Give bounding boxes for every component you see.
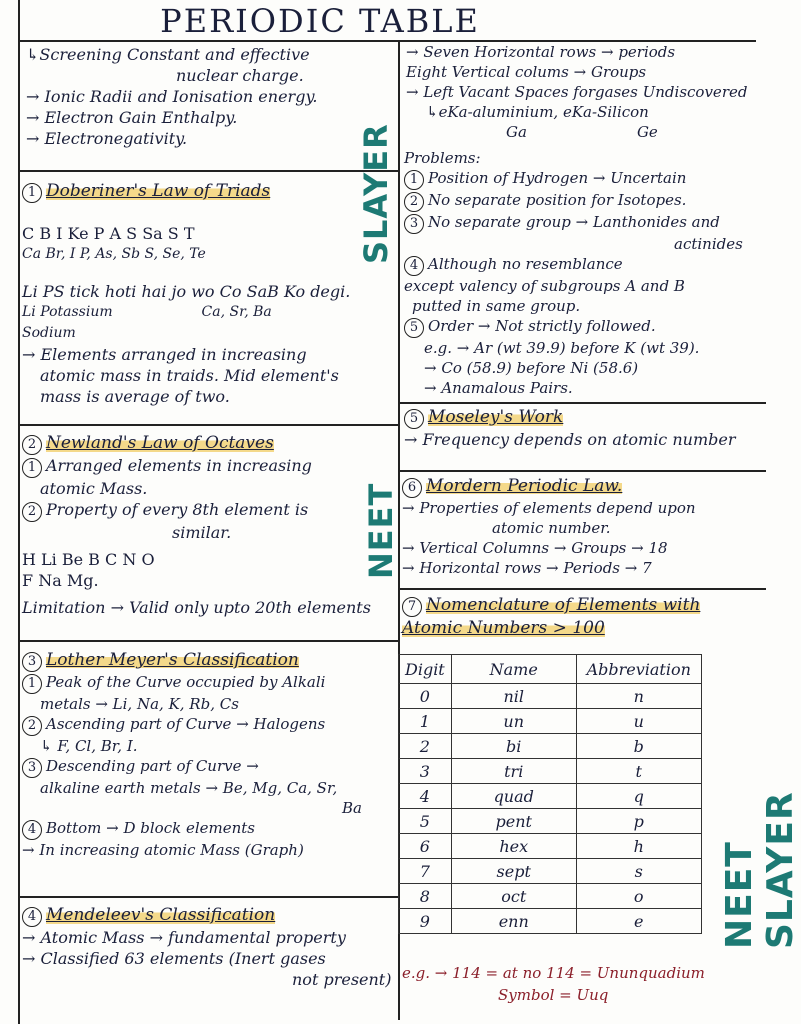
divider (398, 470, 766, 472)
problems-section (404, 148, 743, 398)
column-header: Abbreviation (576, 655, 701, 684)
table-cell: 1 (399, 709, 452, 734)
watermark-text: SLAYER (357, 123, 395, 264)
table-cell: 3 (399, 759, 452, 784)
section-heading: Nomenclature of Elements with (426, 595, 701, 615)
table-row (399, 859, 702, 884)
newland-section: 2 Newland's Law of Octaves 1 Arranged elements in increasing atomic Mass. 2 Property of every 8th element is similar. H Li Be B C N O F Na Mg. Limitation → Valid only upto 20th elements (22, 433, 371, 617)
divider (18, 0, 20, 1024)
list-item: → Atomic Mass → fundamental property (22, 928, 346, 947)
note: atomic mass in traids. Mid element's (40, 366, 339, 385)
nomenclature-table (398, 654, 702, 934)
table-cell: 2 (399, 734, 452, 759)
table-cell: 9 (399, 909, 452, 934)
list-item: 5 Order → Not strictly followed. (404, 316, 743, 338)
list-item: → Electron Gain Enthalpy. (26, 108, 238, 127)
table-cell: p (576, 809, 701, 834)
list-item: e.g. → Ar (wt 39.9) before K (wt 39). (424, 339, 700, 357)
list-item: nuclear charge. (176, 66, 304, 85)
list-item: → Properties of elements depend upon (402, 499, 696, 517)
divider (18, 896, 398, 898)
note: → Elements arranged in increasing (22, 345, 307, 364)
mnemonic-sub: Ca, Sr, Ba (201, 304, 272, 320)
table-cell: un (451, 709, 576, 734)
list-item: → Seven Horizontal rows → periods (406, 43, 676, 61)
divider (18, 424, 398, 426)
table-cell: hex (451, 834, 576, 859)
table-cell: u (576, 709, 701, 734)
table-row (399, 759, 702, 784)
table-row (399, 884, 702, 909)
list-item: → Frequency depends on atomic number (404, 430, 736, 449)
table-cell: 7 (399, 859, 452, 884)
divider (398, 402, 766, 404)
list-item: 4 Although no resemblance (404, 254, 743, 276)
table-cell: enn (451, 909, 576, 934)
list-item: putted in same group. (412, 297, 581, 315)
list-item: → Electronegativity. (26, 129, 188, 148)
list-item: → Anamalous Pairs. (424, 379, 573, 397)
moseley-section: 5 Moseley's Work → Frequency depends on atomic number (404, 407, 736, 449)
note: mass is average of two. (40, 387, 230, 406)
table-cell: n (576, 684, 701, 709)
list-item: ↳Screening Constant and effective (26, 45, 310, 64)
watermark-text: NEET SLAYER (719, 791, 801, 949)
table-cell: 8 (399, 884, 452, 909)
table-row (399, 909, 702, 934)
mnemonic: Li PS tick hoti hai jo wo Co SaB Ko degi. (22, 282, 351, 301)
list-item: alkaline earth metals → Be, Mg, Ca, Sr, (40, 779, 338, 797)
nomenclature-section: 7 Nomenclature of Elements with Atomic Numbers > 100 (402, 595, 701, 638)
list-item: 1 Position of Hydrogen → Uncertain (404, 168, 743, 190)
table-cell: t (576, 759, 701, 784)
intro-section (26, 44, 317, 149)
table-cell: q (576, 784, 701, 809)
list-item: 2 Ascending part of Curve → Halogens (22, 714, 362, 736)
nomenclature-example: e.g. → 114 = at no 114 = Ununquadium Symbol = Uuq (402, 964, 705, 1004)
table-row (399, 734, 702, 759)
list-item: → Horizontal rows → Periods → 7 (402, 559, 652, 577)
list-item: 3 Descending part of Curve → (22, 756, 362, 778)
problems-label: Problems: (404, 149, 481, 167)
section-heading: Mendeleev's Classification (46, 905, 276, 925)
table-row (399, 834, 702, 859)
list-item: 3 No separate group → Lanthonides and (404, 212, 743, 234)
modern-section: 6 Mordern Periodic Law. → Properties of elements depend upon atomic number. → Vertical Columns → Groups → 18 → Horizontal rows → Periods → 7 (402, 476, 696, 577)
table-row (399, 709, 702, 734)
section-heading: Lother Meyer's Classification (46, 650, 299, 670)
list-item: atomic Mass. (40, 479, 148, 498)
table-cell: nil (451, 684, 576, 709)
table-cell: e (576, 909, 701, 934)
list-item: → Vertical Columns → Groups → 18 (402, 539, 668, 557)
table-cell: 4 (399, 784, 452, 809)
page-title: PERIODIC TABLE (160, 2, 480, 40)
triads-line: C B I Ke P A S Sa S T (22, 224, 195, 243)
example: F Na Mg. (22, 571, 99, 590)
table-cell: b (576, 734, 701, 759)
list-item: → Ionic Radii and Ionisation energy. (26, 87, 318, 106)
list-item: 4 Bottom → D block elements (22, 818, 362, 840)
table-cell: 5 (399, 809, 452, 834)
table-cell: quad (451, 784, 576, 809)
list-item: ↳eKa-aluminium, eKa-Silicon (426, 103, 649, 121)
table-row (399, 809, 702, 834)
divider (18, 640, 398, 642)
watermark-text: NEET (362, 482, 400, 579)
list-item: not present) (292, 970, 392, 989)
right-intro-section (406, 42, 747, 142)
list-item: → Co (58.9) before Ni (58.6) (424, 359, 639, 377)
mendeleev-section: 4 Mendeleev's Classification → Atomic Mass → fundamental property → Classified 63 elements (Inert gases not present) (22, 905, 392, 989)
limitation: Limitation → Valid only upto 20th elements (22, 598, 371, 617)
table-cell: 0 (399, 684, 452, 709)
list-item: except valency of subgroups A and B (404, 277, 685, 295)
column-header: Digit (399, 655, 452, 684)
table-cell: sept (451, 859, 576, 884)
section-heading: Doberiner's Law of Triads (46, 181, 271, 201)
list-item: ↳ F, Cl, Br, I. (40, 737, 138, 755)
list-item: → Classified 63 elements (Inert gases (22, 949, 326, 968)
column-header: Name (451, 655, 576, 684)
divider (18, 170, 398, 172)
mnemonic-sub: Li Potassium (22, 304, 113, 320)
section-heading: Moseley's Work (428, 407, 564, 427)
table-row (399, 684, 702, 709)
list-item: → Left Vacant Spaces forgases Undiscovered (406, 83, 748, 101)
table-cell: h (576, 834, 701, 859)
list-item: Ba (342, 799, 362, 817)
section-heading: Mordern Periodic Law. (426, 476, 623, 496)
table-cell: tri (451, 759, 576, 784)
lother-section: 3 Lother Meyer's Classification 1 Peak of the Curve occupied by Alkali metals → Li, Na, K, Rb, Cs 2 Ascending part of Curve → Halogens ↳ F, Cl, Br, I. 3 Descending part of Curve → alkaline earth metals → Be, Mg, Ca, Sr, Ba 4 Bottom → D block elements → In increasing atomic Mass (Graph) (22, 650, 362, 859)
divider (398, 588, 766, 590)
table-cell: bi (451, 734, 576, 759)
table-row (399, 784, 702, 809)
dobereiner-section: 1 Doberiner's Law of Triads C B I Ke P A S Sa S T Ca Br, I P, As, Sb S, Se, Te Li PS tick hoti hai jo wo Co SaB Ko degi. Li Potassium Ca, Sr, Ba Sodium → Elements arranged in increasing atomic mass in traids. Mid element's mass is average of two. (22, 181, 351, 406)
triads-line: Ca Br, I P, As, Sb S, Se, Te (22, 246, 206, 262)
list-item: → In increasing atomic Mass (Graph) (22, 841, 304, 859)
list-item: actinides (674, 235, 743, 253)
list-item: 2 Property of every 8th element is (22, 499, 371, 522)
section-heading: Newland's Law of Octaves (46, 433, 274, 453)
table-cell: oct (451, 884, 576, 909)
list-item: metals → Li, Na, K, Rb, Cs (40, 695, 239, 713)
list-item: similar. (172, 523, 232, 542)
list-item: Eight Vertical colums → Groups (406, 63, 647, 81)
section-heading: Atomic Numbers > 100 (402, 618, 605, 638)
list-item: atomic number. (492, 519, 611, 537)
table-cell: s (576, 859, 701, 884)
list-item: 2 No separate position for Isotopes. (404, 190, 743, 212)
table-cell: pent (451, 809, 576, 834)
list-item: Ga Ge (506, 123, 658, 141)
table-cell: 6 (399, 834, 452, 859)
example: H Li Be B C N O (22, 550, 155, 569)
table-cell: o (576, 884, 701, 909)
list-item: 1 Peak of the Curve occupied by Alkali (22, 672, 362, 694)
list-item: 1 Arranged elements in increasing (22, 455, 371, 478)
mnemonic-sub: Sodium (22, 325, 76, 341)
